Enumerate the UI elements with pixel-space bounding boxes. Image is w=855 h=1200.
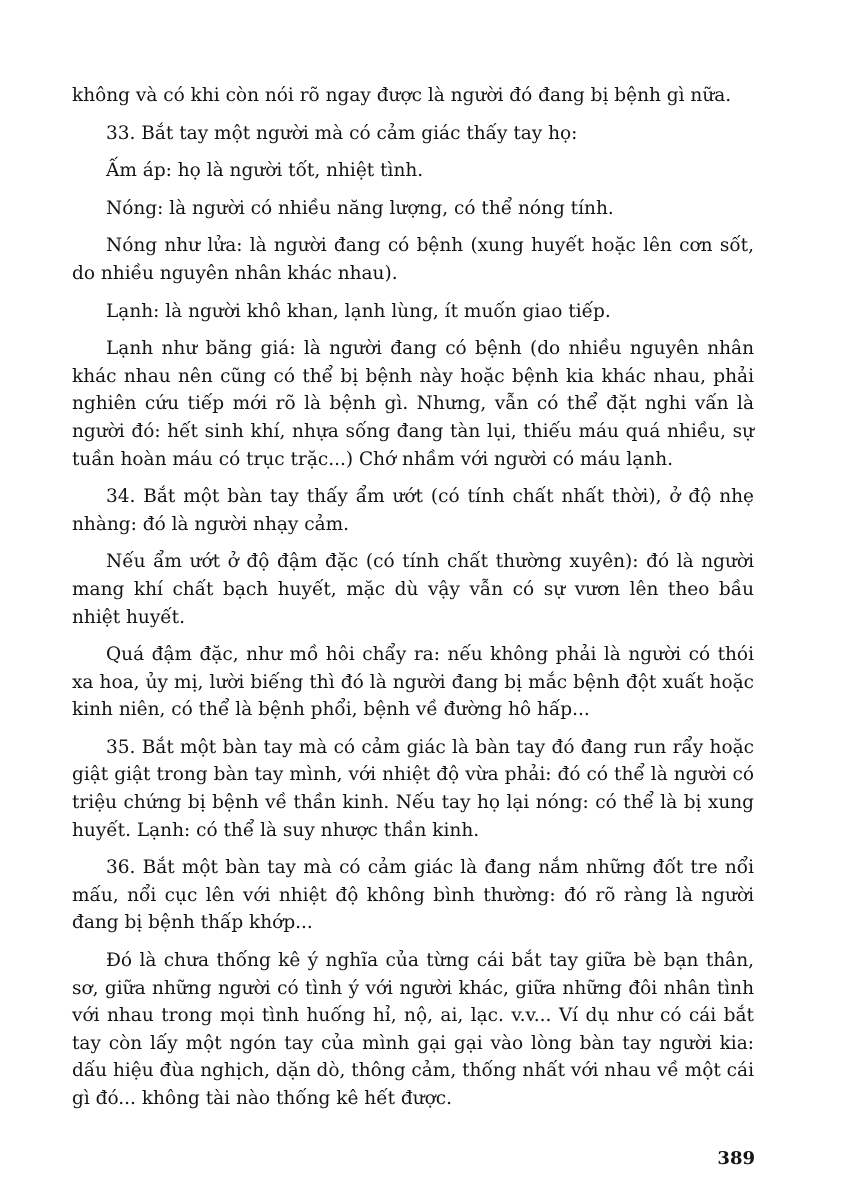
paragraph-cold: Lạnh: là người khô khan, lạnh lùng, ít muốn giao tiếp. <box>106 300 611 322</box>
paragraph-closing: Đó là chưa thống kê ý nghĩa của từng cái bắt tay giữa bè bạn thân, sơ, giữa những người có tình ý với người khác, giữa những đôi nhân tình với nhau trong mọi tình huống hỉ, nộ, ai, lạc. v.v... Ví dụ như có cái bắt tay còn lấy một ngón tay của mình gại gại vào lòng bàn tay người kia: dấu hiệu đùa nghịch, dặn dò, thông cảm, thống nhất với nhau về một cái gì đó... không tài nào thống kê hết được. <box>72 950 754 1109</box>
paragraph-warm: Ấm áp: họ là người tốt, nhiệt tình. <box>106 160 424 182</box>
paragraph-too-dense: Quá đậm đặc, như mồ hôi chẩy ra: nếu không phải là người có thói xa hoa, ủy mị, lười biếng thì đó là người đang bị mắc bệnh đột xuất hoặc kinh niên, có thể là bệnh phổi, bệnh về đường hô hấp... <box>72 644 754 721</box>
paragraph-ice-cold: Lạnh như băng giá: là người đang có bệnh (do nhiều nguyên nhân khác nhau nên cũng có thể bị bệnh này hoặc bệnh kia khác nhau, phải nghiên cứu tiếp mới rõ là bệnh gì. Nhưng, vẫn có thể đặt nghi vấn là người đó: hết sinh khí, nhựa sống đang tàn lụi, thiếu máu quá nhiều, sự tuần hoàn máu có trục trặc...) Chớ nhầm với người có máu lạnh. <box>72 338 754 470</box>
body-text <box>72 82 754 1123</box>
paragraph-hot: Nóng: là người có nhiều năng lượng, có thể nóng tính. <box>106 197 614 219</box>
paragraph-item-34: 34. Bắt một bàn tay thấy ẩm ướt (có tính chất nhất thời), ở độ nhẹ nhàng: đó là người nhạy cảm. <box>72 486 754 535</box>
paragraph-fire-hot: Nóng như lửa: là người đang có bệnh (xung huyết hoặc lên cơn sốt, do nhiều nguyên nhân khác nhau). <box>72 235 754 284</box>
paragraph-item-33: 33. Bắt tay một người mà có cảm giác thấy tay họ: <box>106 122 578 144</box>
paragraph-item-36: 36. Bắt một bàn tay mà có cảm giác là đang nắm những đốt tre nổi mấu, nổi cục lên với nhiệt độ không bình thường: đó rõ ràng là người đang bị bệnh thấp khớp... <box>72 857 754 934</box>
paragraph-item-35: 35. Bắt một bàn tay mà có cảm giác là bàn tay đó đang run rẩy hoặc giật giật trong bàn tay mình, với nhiệt độ vừa phải: đó có thể là người có triệu chứng bị bệnh về thần kinh. Nếu tay họ lại nóng: có thể là bị xung huyết. Lạnh: có thể là suy nhược thần kinh. <box>72 736 754 841</box>
paragraph-continuation: không và có khi còn nói rõ ngay được là người đó đang bị bệnh gì nữa. <box>72 85 732 106</box>
page-number: 389 <box>717 1148 755 1169</box>
paragraph-damp-dense: Nếu ẩm ướt ở độ đậm đặc (có tính chất thường xuyên): đó là người mang khí chất bạch huyết, mặc dù vậy vẫn có sự vươn lên theo bầu nhiệt huyết. <box>72 551 754 628</box>
